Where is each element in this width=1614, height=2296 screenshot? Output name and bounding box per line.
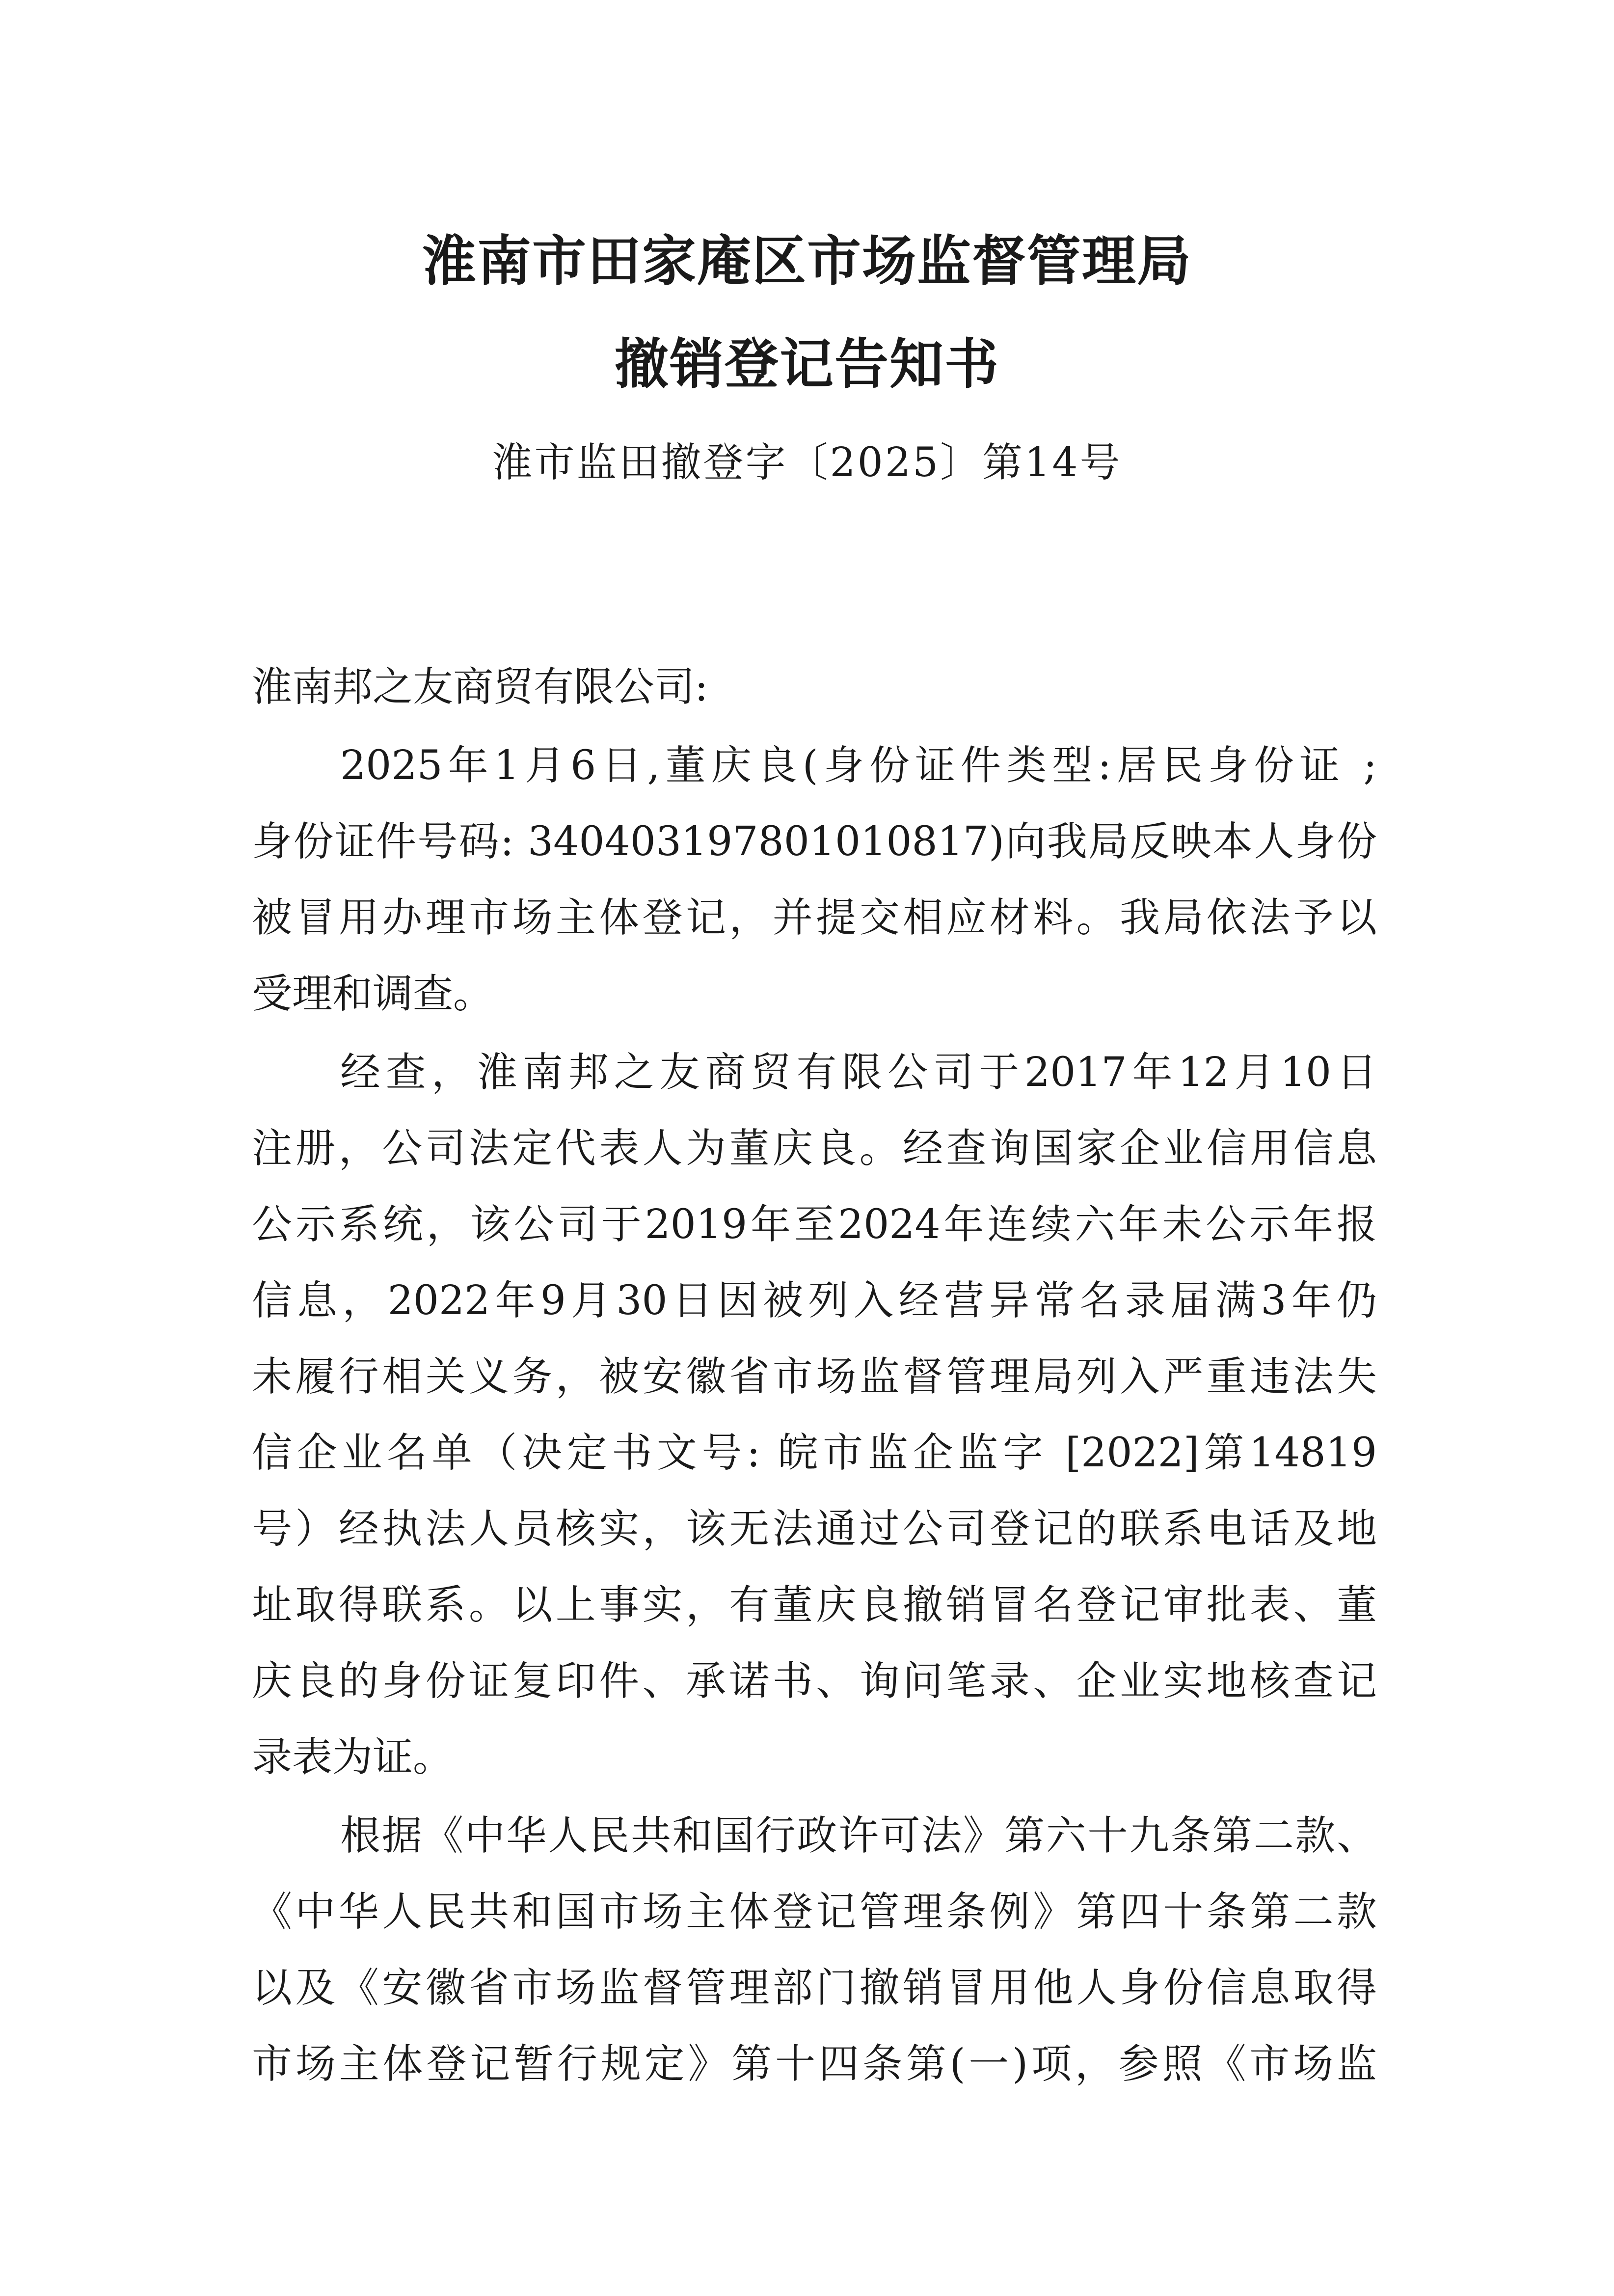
paragraph-line: 经查，淮南邦之友商贸有限公司于2017年12月10日 [340, 1049, 1377, 1096]
paragraph-line: 市场主体登记暂行规定》第十四条第(一)项，参照《市场监 [252, 2041, 1377, 2087]
paragraph-line: 身份证件号码: 340403197801010817)向我局反映本人身份 [252, 818, 1377, 865]
paragraph-line: 以及《安徽省市场监督管理部门撤销冒用他人身份信息取得 [252, 1965, 1377, 2011]
paragraph-line: 公示系统，该公司于2019年至2024年连续六年未公示年报 [252, 1201, 1377, 1248]
paragraph-line: 未履行相关义务，被安徽省市场监督管理局列入严重违法失 [252, 1353, 1377, 1400]
document-number: 淮市监田撤登字〔2025〕第14号 [492, 439, 1122, 486]
paragraph-line: 被冒用办理市场主体登记，并提交相应材料。我局依法予以 [252, 894, 1377, 941]
paragraph-line: 受理和调查。 [252, 971, 494, 1017]
paragraph-line: 《中华人民共和国市场主体登记管理条例》第四十条第二款 [252, 1889, 1377, 1935]
paragraph-line: 庆良的身份证复印件、承诺书、询问笔录、企业实地核查记 [252, 1658, 1377, 1704]
paragraph-line: 号）经执法人员核实，该无法通过公司登记的联系电话及地 [252, 1506, 1377, 1552]
paragraph-line: 录表为证。 [252, 1734, 454, 1781]
addressee: 淮南邦之友商贸有限公司: [252, 664, 708, 710]
paragraph-line: 信企业名单（决定书文号: 皖市监企监字 [2022]第14819 [252, 1430, 1377, 1476]
paragraph-line: 址取得联系。以上事实，有董庆良撤销冒名登记审批表、董 [252, 1582, 1377, 1628]
paragraph-line: 2025年1月6日,董庆良(身份证件类型:居民身份证 ; [340, 742, 1377, 789]
document-title: 淮南市田家庵区市场监督管理局 [422, 230, 1192, 293]
paragraph-line: 根据《中华人民共和国行政许可法》第六十九条第二款、 [340, 1812, 1377, 1859]
paragraph-line: 注册，公司法定代表人为董庆良。经查询国家企业信用信息 [252, 1125, 1377, 1172]
paragraph-line: 信息，2022年9月30日因被列入经营异常名录届满3年仍 [252, 1277, 1377, 1324]
document-subtitle: 撤销登记告知书 [615, 333, 999, 396]
